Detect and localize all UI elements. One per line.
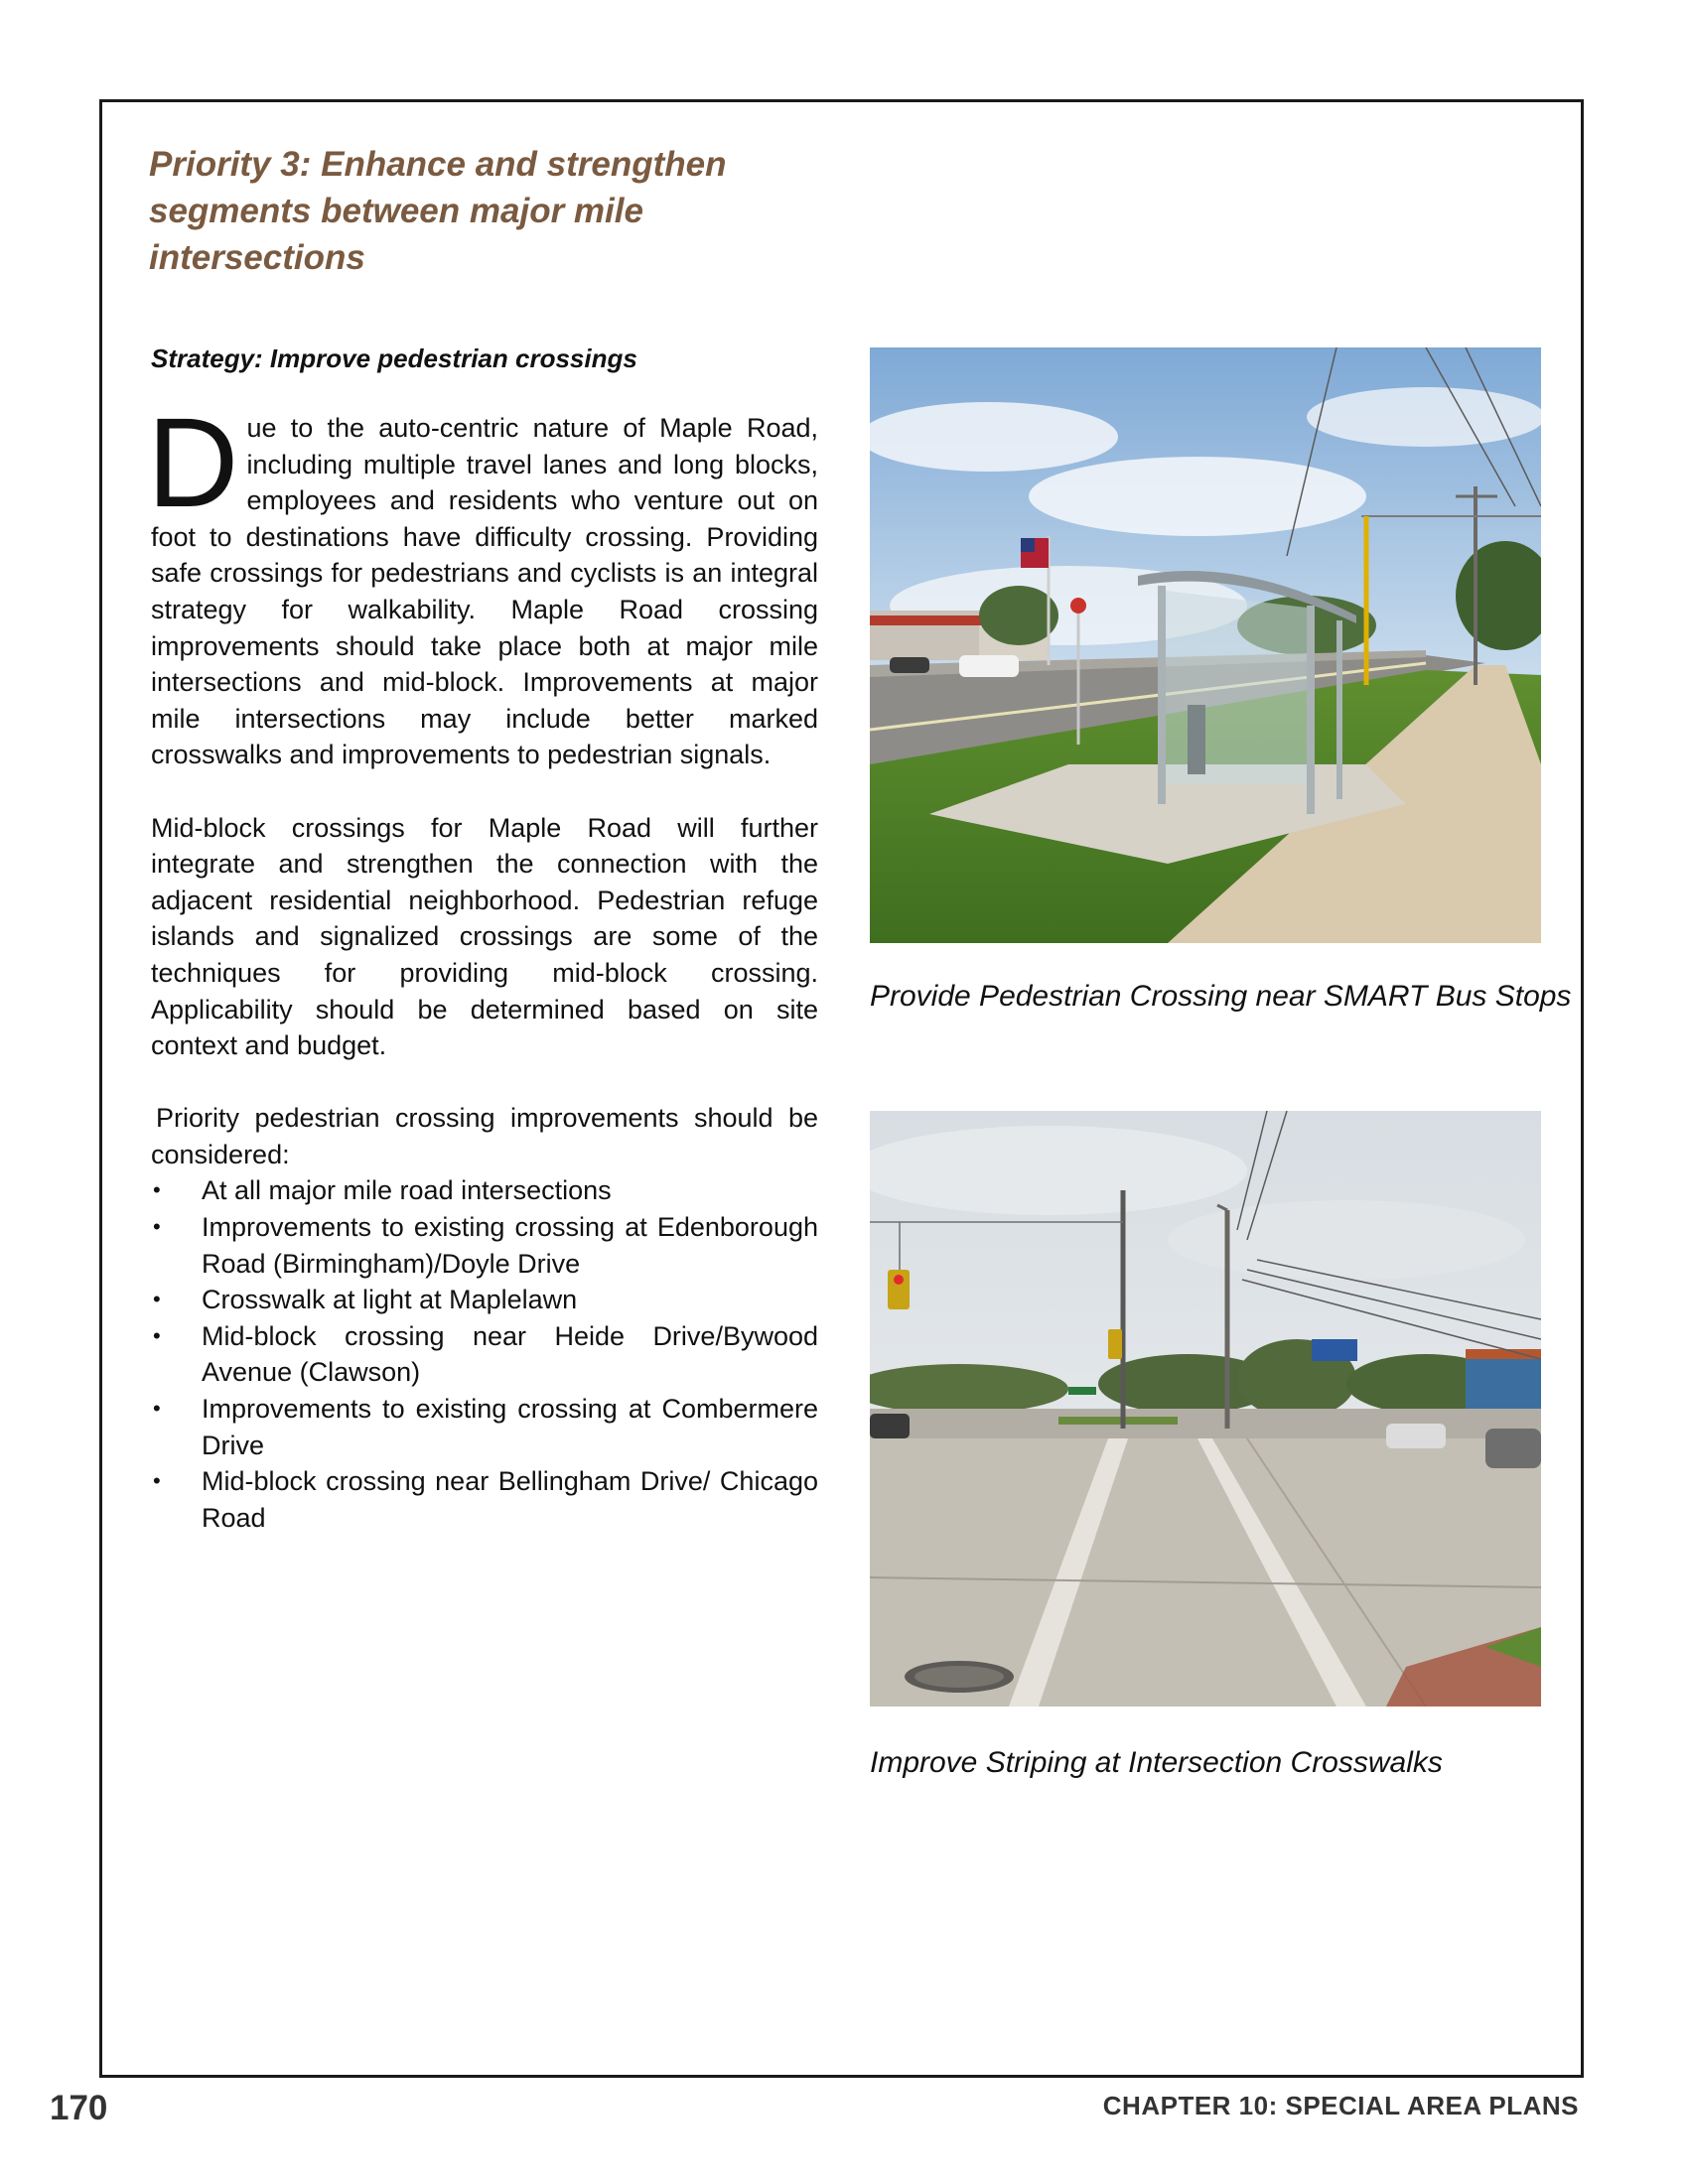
- list-item: • Mid-block crossing near Bellingham Drive/ Chicago Road: [151, 1463, 818, 1536]
- list-item: • Improvements to existing crossing at Edenborough Road (Birmingham)/Doyle Drive: [151, 1209, 818, 1282]
- bullet-icon: •: [153, 1214, 161, 1240]
- bus-stop-photo: [870, 347, 1541, 943]
- crosswalk-photo-caption: Improve Striping at Intersection Crosswalks: [870, 1746, 1443, 1779]
- list-item: • Mid-block crossing near Heide Drive/Bywood Avenue (Clawson): [151, 1318, 818, 1391]
- bullet-icon: •: [153, 1177, 161, 1203]
- intersection-crosswalk-photo: [870, 1111, 1541, 1706]
- intro-paragraph-text: ue to the auto-centric nature of Maple Road, including multiple travel lanes and long blocks, employees and residents who venture out on foot to destinations have difficulty crossing. Providing safe crossings for pedestrians and cyclists is an integral strategy for walkability. Maple Road crossing improvements should take place both at major mile intersections and mid-block. Improvements at major mile intersections may include better marked crosswalks and improvements to pedestrian signals.: [151, 413, 818, 770]
- list-item: • Crosswalk at light at Maplelawn: [151, 1282, 818, 1318]
- list-item: • At all major mile road intersections: [151, 1172, 818, 1209]
- intro-paragraph: [147, 392, 818, 773]
- bullet-icon: •: [153, 1396, 161, 1422]
- list-intro: Priority pedestrian crossing improvements should be considered:: [151, 1103, 818, 1169]
- strategy-heading: Strategy: Improve pedestrian crossings: [151, 343, 637, 373]
- bus-stop-photo-caption: Provide Pedestrian Crossing near SMART Bus Stops: [870, 980, 1572, 1013]
- bullet-icon: •: [153, 1468, 161, 1494]
- drop-cap: D: [147, 392, 239, 534]
- bullet-icon: •: [153, 1287, 161, 1312]
- priority-crossings-list: [151, 1172, 818, 1536]
- priority-heading: Priority 3: Enhance and strengthen segments between major mile intersections: [149, 145, 727, 277]
- body-text-column: [147, 392, 818, 1536]
- mid-block-paragraph: Mid-block crossings for Maple Road will further integrate and strengthen the connection with the adjacent residential neighborhood. Pedestrian refuge islands and signalized crossings are some of the techniques for providing mid-block crossing. Applicability should be determined based on site context and budget.: [151, 812, 818, 1061]
- page-number: 170: [50, 2089, 108, 2127]
- chapter-label: CHAPTER 10: SPECIAL AREA PLANS: [1102, 2091, 1579, 2120]
- list-item: • Improvements to existing crossing at Combermere Drive: [151, 1391, 818, 1463]
- bullet-icon: •: [153, 1322, 161, 1348]
